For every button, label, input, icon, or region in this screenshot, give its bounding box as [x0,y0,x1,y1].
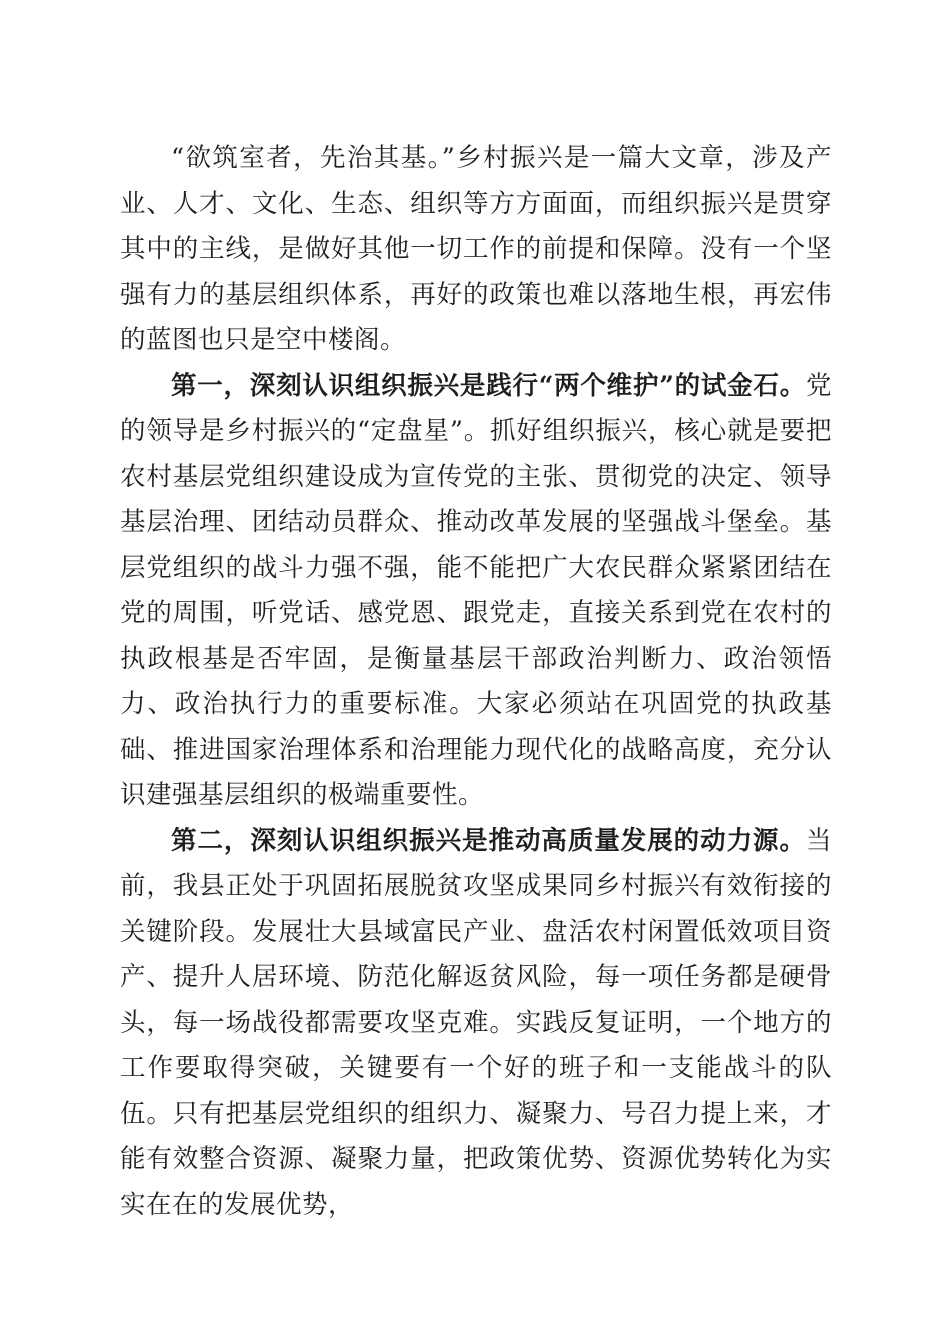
point-two-heading: 第二，深刻认识组织振兴是推动高质量发展的动力源。 [171,825,806,856]
point-one-text: 党的领导是乡村振兴的“定盘星”。抓好组织振兴，核心就是要把农村基层党组织建设成为宣传党的主张、贯彻党的决定、领导基层治理、团结动员群众、推动改革发展的坚强战斗堡垒。基层党组织的战斗力强不强，能不能把广大农民群众紧紧团结在党的周围，听党话、感党恩、跟党走，直接关系到党在农村的执政根基是否牢固，是衡量基层干部政治判断力、政治领悟力、政治执行力的重要标准。大家必须站在巩固党的执政基础、推进国家治理体系和治理能力现代化的战略高度，充分认识建强基层组织的极端重要性。 [120,370,832,810]
intro-paragraph: “欲筑室者，先治其基。”乡村振兴是一篇大文章，涉及产业、人才、文化、生态、组织等方方面面，而组织振兴是贯穿其中的主线，是做好其他一切工作的前提和保障。没有一个坚强有力的基层组织体系，再好的政策也难以落地生根，再宏伟的蓝图也只是空中楼阁。 [120,143,832,355]
point-two-text: 当前，我县正处于巩固拓展脱贫攻坚成果同乡村振兴有效衔接的关键阶段。发展壮大县域富民产业、盘活农村闲置低效项目资产、提升人居环境、防范化解返贫风险，每一项任务都是硬骨头，每一场战役都需要攻坚克难。实践反复证明，一个地方的工作要取得突破，关键要有一个好的班子和一支能战斗的队伍。只有把基层党组织的组织力、凝聚力、号召力提上来，才能有效整合资源、凝聚力量，把政策优势、资源优势转化为实实在在的发展优势， [120,825,832,1220]
point-one-paragraph [120,364,832,819]
point-one-heading: 第一，深刻认识组织振兴是践行“两个维护”的试金石。 [171,370,806,401]
document-body [120,136,832,1228]
point-two-paragraph [120,819,832,1229]
